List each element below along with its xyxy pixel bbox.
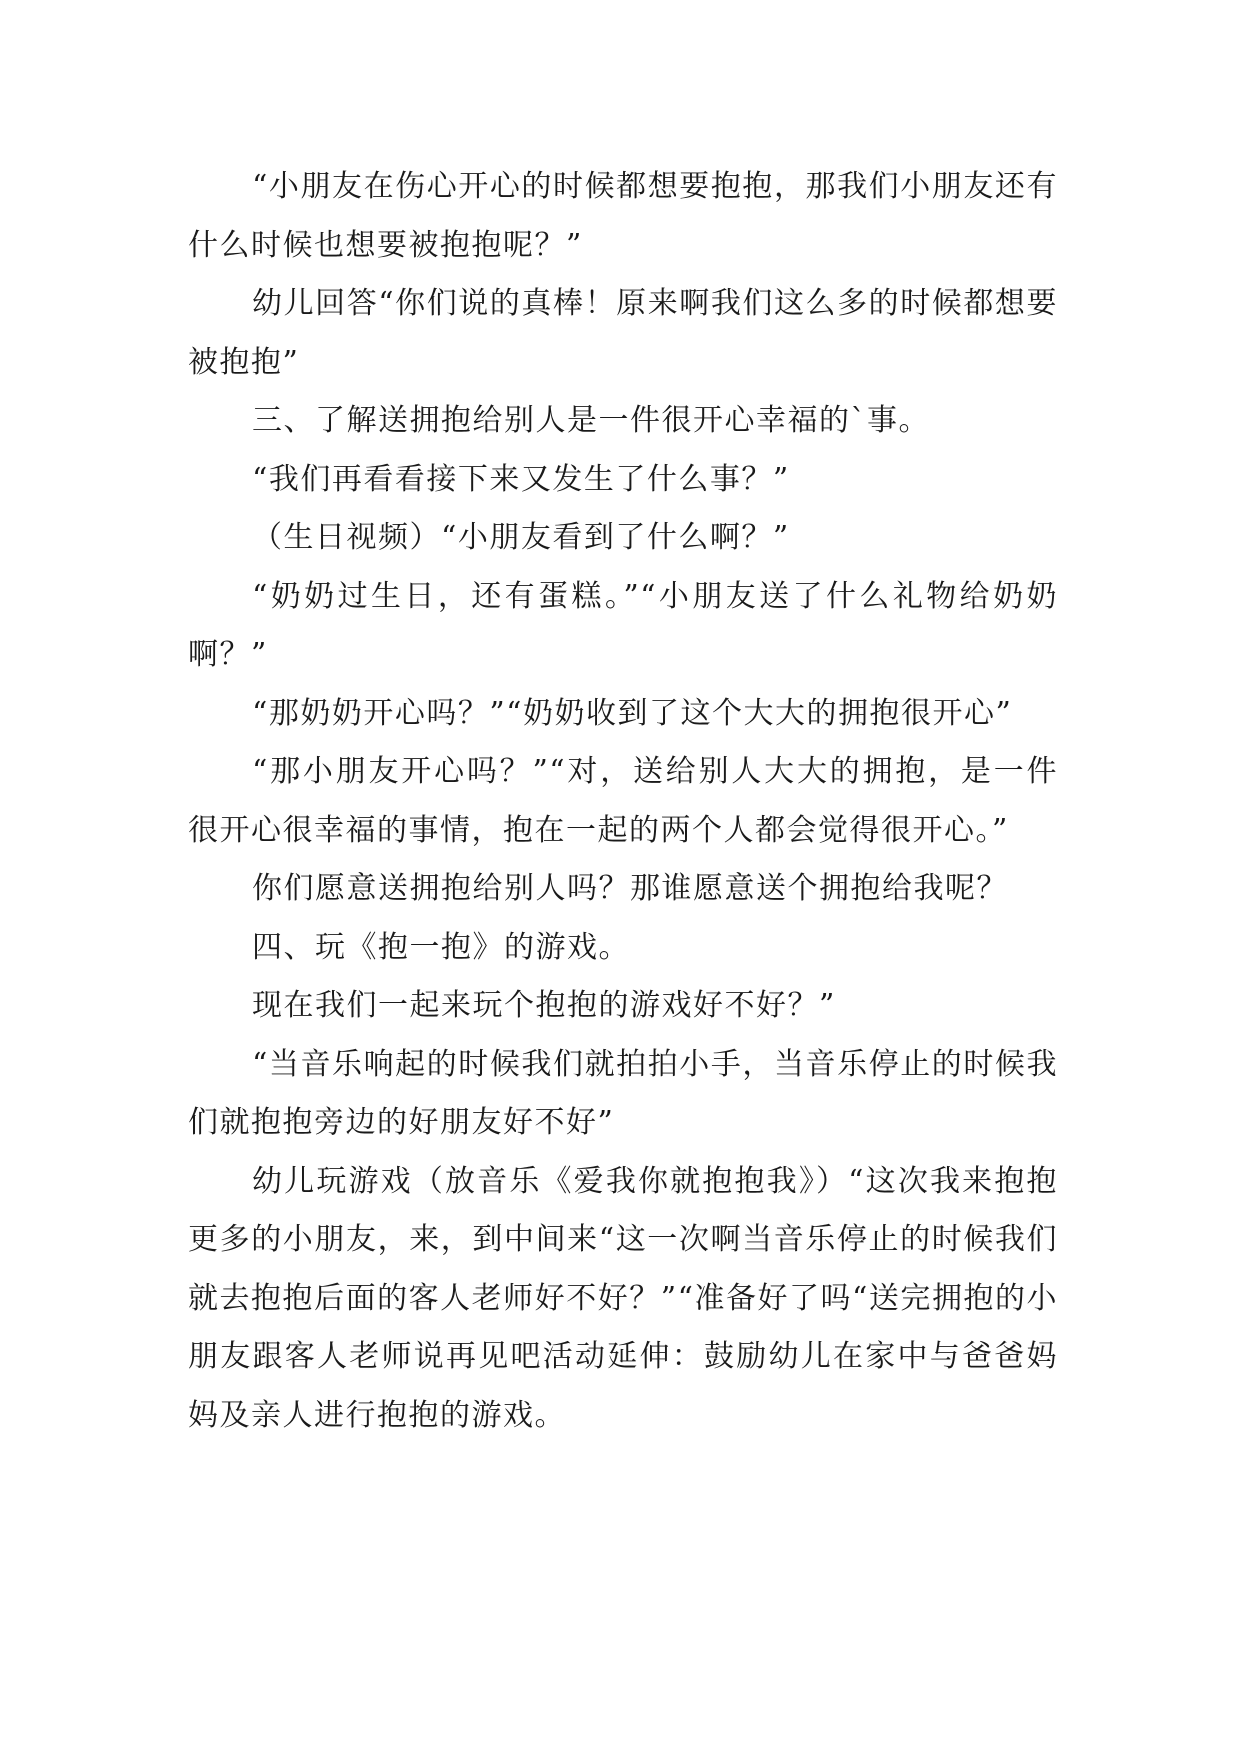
paragraph-9: 你们愿意送拥抱给别人吗？那谁愿意送个拥抱给我呢？ — [252, 871, 1008, 906]
paragraph-13: 幼儿玩游戏（放音乐《爱我你就抱抱我》）“这次我来抱抱更多的小朋友，来，到中间来“这一次啊当音乐停止的时候我们就去抱抱后面的客人老师好不好？”“准备好了吗“送完拥抱的小朋友跟客人老师说再见吧活动延伸：鼓励幼儿在家中与爸爸妈妈及亲人进行抱抱的游戏。 — [188, 1163, 1058, 1433]
paragraph-2: 幼儿回答“你们说的真棒！原来啊我们这么多的时候都想要被抱抱” — [188, 286, 1058, 380]
paragraph-1: “小朋友在伤心开心的时候都想要抱抱，那我们小朋友还有什么时候也想要被抱抱呢？” — [188, 169, 1058, 263]
paragraph-12: “当音乐响起的时候我们就拍拍小手，当音乐停止的时候我们就抱抱旁边的好朋友好不好” — [188, 1046, 1058, 1140]
paragraph-6: “奶奶过生日，还有蛋糕。”“小朋友送了什么礼物给奶奶啊？” — [188, 578, 1058, 672]
paragraph-8: “那小朋友开心吗？”“对，送给别人大大的拥抱，是一件很开心很幸福的事情，抱在一起的两个人都会觉得很开心。” — [188, 754, 1058, 848]
paragraph-11: 现在我们一起来玩个抱抱的游戏好不好？” — [252, 988, 836, 1023]
paragraph-4: “我们再看看接下来又发生了什么事？” — [252, 461, 790, 497]
paragraph-7: “那奶奶开心吗？”“奶奶收到了这个大大的拥抱很开心” — [252, 695, 1013, 731]
section-heading-3: 三、了解送拥抱给别人是一件很开心幸福的`事。 — [252, 403, 930, 438]
paragraph-5: （生日视频）“小朋友看到了什么啊？” — [252, 520, 790, 555]
section-heading-4: 四、玩《抱一抱》的游戏。 — [252, 929, 630, 965]
document-body — [188, 158, 1058, 1445]
